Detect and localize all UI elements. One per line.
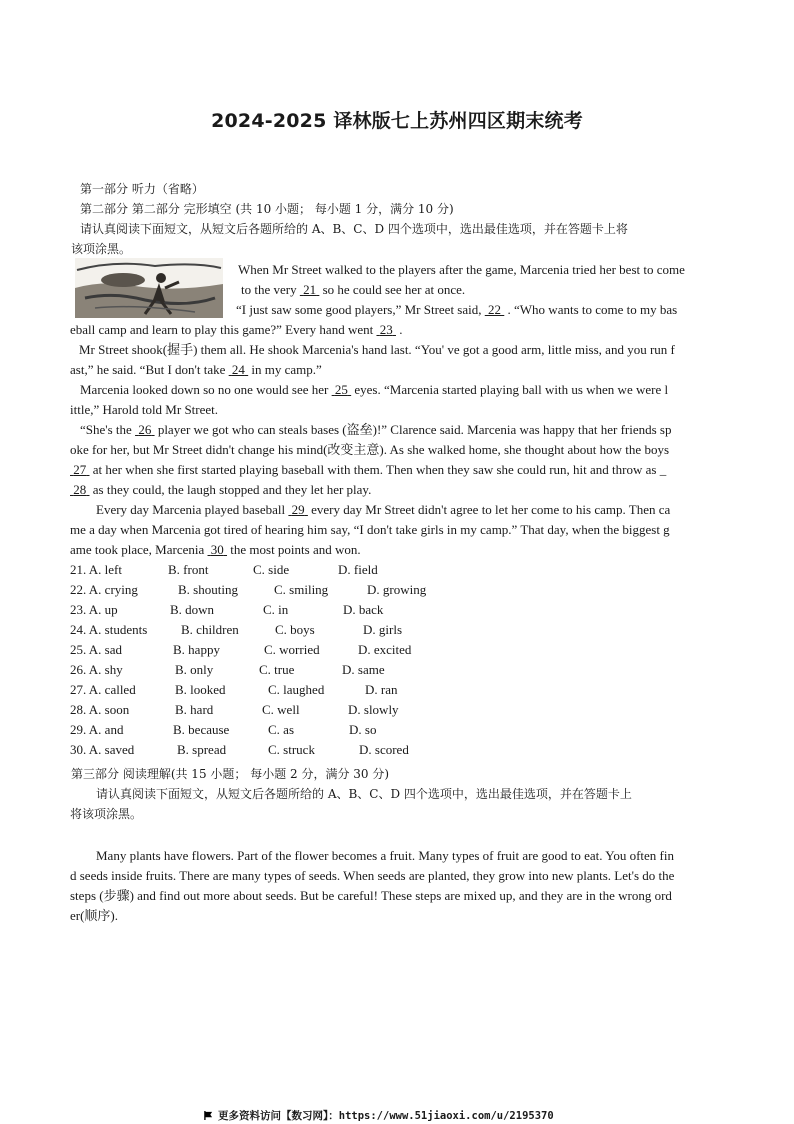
cloze-line-4: eball camp and learn to play this game?” Every hand went 23 .	[70, 322, 403, 337]
cloze-line-15: ame took place, Marcenia 30 the most points and won.	[70, 542, 361, 557]
option-29-d: D. so	[349, 722, 377, 737]
option-27-b: B. looked	[175, 682, 226, 697]
option-25-c: C. worried	[264, 642, 320, 657]
cloze-line-14: me a day when Marcenia got tired of hearing him say, “I don't take girls in my camp.” That day, when the biggest g	[70, 522, 670, 537]
cloze-line-11: 27 at her when she first started playing baseball with them. Then when they saw she could run, hit and throw as _	[70, 462, 666, 478]
option-22-a: 22. A. crying	[70, 582, 138, 597]
cloze-line-5: Mr Street shook(握手) them all. He shook Marcenia's hand last. “You' ve got a good arm, little miss, and you run f	[79, 342, 675, 357]
option-24-a: 24. A. students	[70, 622, 148, 637]
cloze-line-6: ast,” he said. “But I don't take 24 in my camp.”	[70, 362, 322, 377]
option-24-b: B. children	[181, 622, 239, 637]
blank-28: 28	[73, 482, 87, 497]
option-28-b: B. hard	[175, 702, 214, 717]
blank-23: 23	[379, 322, 393, 337]
option-25-d: D. excited	[358, 642, 412, 657]
option-22-b: B. shouting	[178, 582, 238, 597]
option-26-b: B. only	[175, 662, 214, 677]
option-23-a: 23. A. up	[70, 602, 118, 617]
cloze-line-7: Marcenia looked down so no one would see her 25 eyes. “Marcenia started playing ball with us when we were l	[80, 382, 669, 397]
flag-icon	[204, 1111, 213, 1120]
part2-heading: 第二部分 第二部分 完形填空 (共 10 小题； 每小题 1 分，满分 10 分)	[80, 202, 454, 216]
option-29-b: B. because	[173, 722, 230, 737]
blank-22: 22	[488, 302, 502, 317]
cloze-line-12: 28 as they could, the laugh stopped and they let her play.	[70, 482, 371, 498]
reading-line-4: er(顺序).	[70, 908, 119, 923]
option-30-c: C. struck	[268, 742, 315, 757]
option-30-b: B. spread	[177, 742, 227, 757]
cloze-line-10: oke for her, but Mr Street didn't change his mind(改变主意). As she walked home, she thought about how the boys	[70, 442, 670, 457]
part1-heading: 第一部分 听力（省略）	[80, 182, 204, 196]
blank-29: 29	[291, 502, 305, 517]
baseball-illustration	[75, 258, 223, 318]
option-21-d: D. field	[338, 562, 378, 577]
option-27-d: D. ran	[365, 682, 398, 697]
reading-line-3: steps (步骤) and find out more about seeds. But be careful! These steps are mixed up, and they are in the wrong ord	[70, 888, 672, 903]
blank-21: 21	[303, 282, 317, 297]
blank-24: 24	[231, 362, 245, 377]
option-23-d: D. back	[343, 602, 384, 617]
reading-line-2: d seeds inside fruits. There are many types of seeds. When seeds are planted, they grow into new plants. Let's do the	[70, 868, 675, 883]
cloze-line-2: to the very 21 so he could see her at once.	[241, 282, 466, 297]
blank-26: 26	[138, 422, 152, 437]
option-27-c: C. laughed	[268, 682, 325, 697]
option-24-d: D. girls	[363, 622, 402, 637]
footer-link[interactable]: 更多资料访问【数习网】：https://www.51jiaoxi.com/u/2195370	[204, 1108, 554, 1123]
option-24-c: C. boys	[275, 622, 315, 637]
blank-25: 25	[334, 382, 348, 397]
part2-instruction: 请认真阅读下面短文，从短文后各题所给的 A、B、C、D 四个选项中，选出最佳选项，并在答题卡上将	[80, 222, 628, 236]
blank-30: 30	[210, 542, 224, 557]
option-29-c: C. as	[268, 722, 294, 737]
option-28-c: C. well	[262, 702, 300, 717]
option-25-b: B. happy	[173, 642, 220, 657]
option-26-c: C. true	[259, 662, 295, 677]
blank-27: 27	[73, 462, 87, 477]
page-title: 2024-2025 译林版七上苏州四区期末统考	[211, 110, 583, 132]
part3-instruction: 请认真阅读下面短文，从短文后各题所给的 A、B、C、D 四个选项中，选出最佳选项，并在答题卡上	[96, 787, 632, 801]
cloze-line-13: Every day Marcenia played baseball 29 every day Mr Street didn't agree to let her come to his camp. Then ca	[96, 502, 671, 517]
reading-line-1: Many plants have flowers. Part of the flower becomes a fruit. Many types of fruit are good to eat. You often fin	[96, 848, 674, 863]
cloze-line-8: ittle,” Harold told Mr Street.	[70, 402, 219, 417]
option-25-a: 25. A. sad	[70, 642, 122, 657]
cloze-line-9: “She's the 26 player we got who can steals bases (盗垒)!” Clarence said. Marcenia was happy that her friends sp	[80, 422, 672, 437]
part3-instruction-cont: 将该项涂黑。	[70, 807, 143, 821]
option-22-d: D. growing	[367, 582, 427, 597]
option-21-a: 21. A. left	[70, 562, 122, 577]
cloze-line-3: “I just saw some good players,” Mr Street said, 22 . “Who wants to come to my bas	[236, 302, 678, 317]
part3-heading: 第三部分 阅读理解(共 15 小题； 每小题 2 分，满分 30 分)	[71, 767, 390, 781]
option-30-a: 30. A. saved	[70, 742, 135, 757]
option-29-a: 29. A. and	[70, 722, 124, 737]
part2-instruction-cont: 该项涂黑。	[71, 242, 132, 256]
option-23-b: B. down	[170, 602, 215, 617]
option-28-d: D. slowly	[348, 702, 399, 717]
option-23-c: C. in	[263, 602, 289, 617]
option-26-d: D. same	[342, 662, 385, 677]
option-22-c: C. smiling	[274, 582, 329, 597]
option-26-a: 26. A. shy	[70, 662, 123, 677]
option-21-b: B. front	[168, 562, 209, 577]
option-21-c: C. side	[253, 562, 290, 577]
option-28-a: 28. A. soon	[70, 702, 130, 717]
option-27-a: 27. A. called	[70, 682, 136, 697]
option-30-d: D. scored	[359, 742, 409, 757]
cloze-line-1: When Mr Street walked to the players after the game, Marcenia tried her best to come	[238, 262, 685, 277]
